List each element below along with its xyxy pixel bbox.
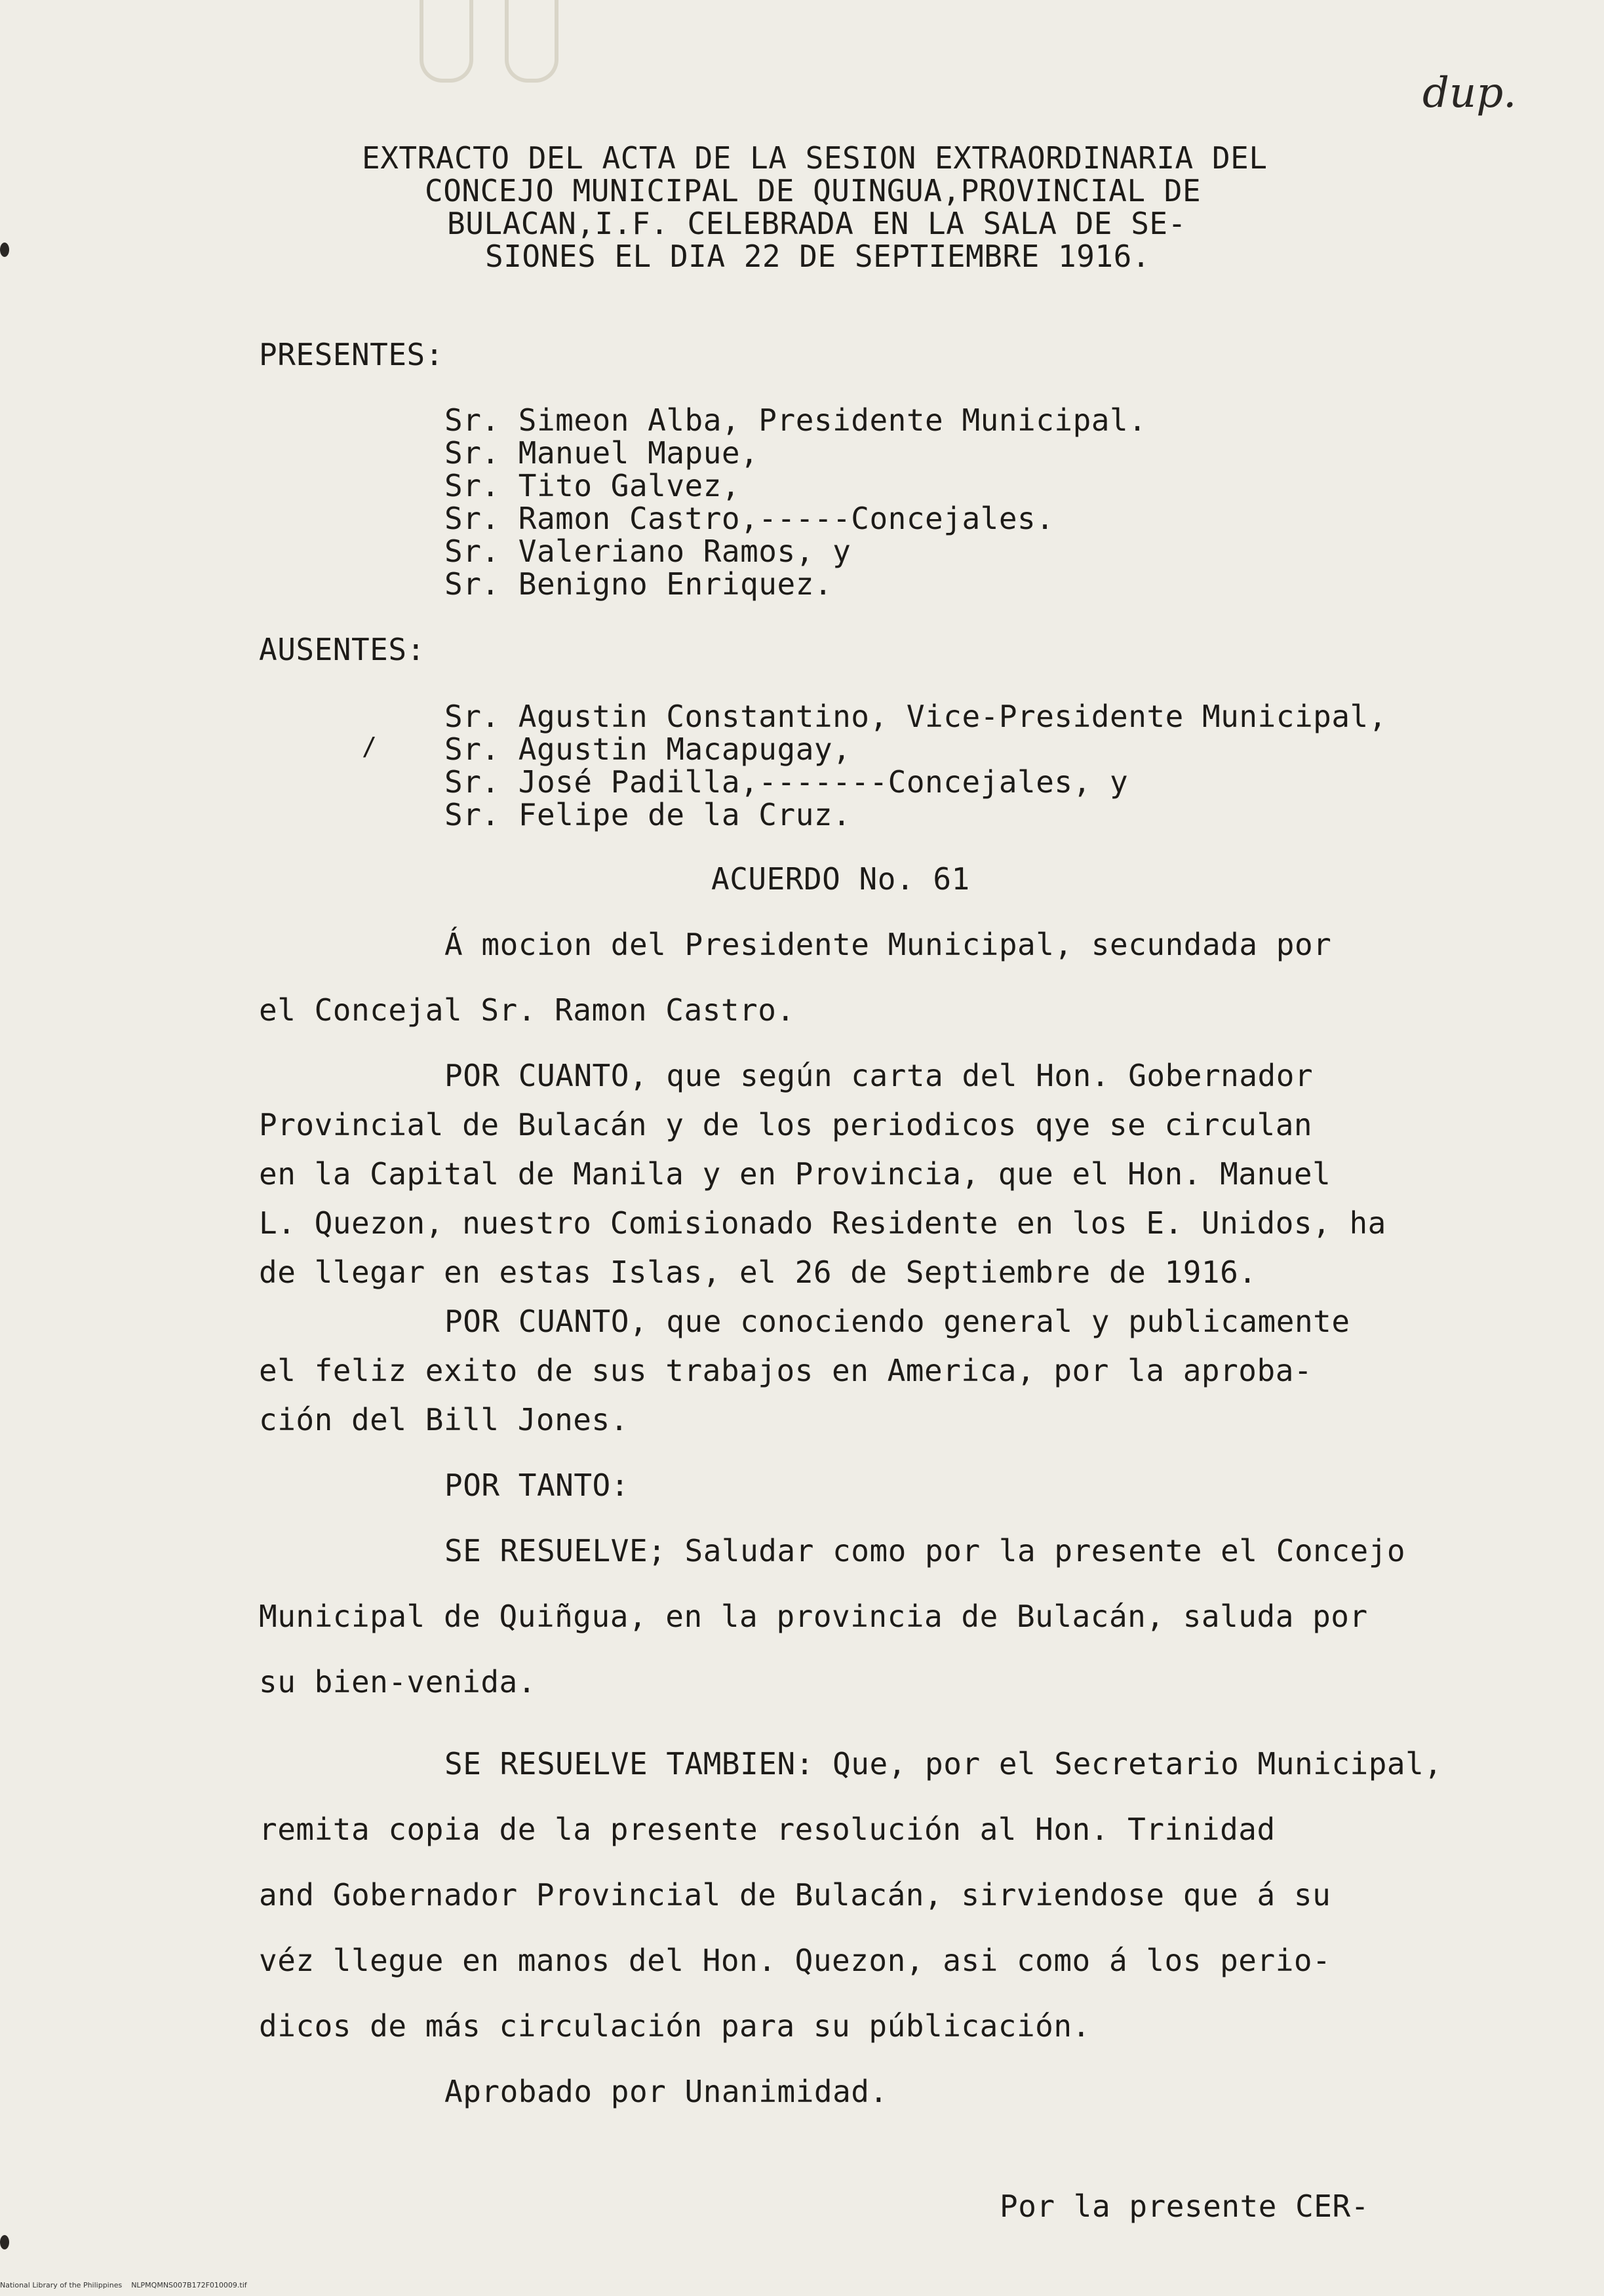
body-line: de llegar en estas Islas, el 26 de Septiembre de 1916.: [259, 1255, 1257, 1290]
title-line-1: EXTRACTO DEL ACTA DE LA SESION EXTRAORDINARIA DEL: [362, 140, 1268, 176]
body-line: Provincial de Bulacán y de los periodicos qye se circulan: [259, 1107, 1313, 1142]
body-line: el Concejal Sr. Ramon Castro.: [259, 992, 795, 1028]
margin-mark: /: [362, 732, 378, 761]
body-line: su bien-venida.: [259, 1664, 536, 1700]
handwritten-annotation: dup.: [1422, 69, 1517, 117]
body-line: ción del Bill Jones.: [259, 1402, 629, 1437]
body-line: SE RESUELVE; Saludar como por la presente el Concejo: [444, 1533, 1406, 1568]
paper-clip-mark: [505, 0, 558, 83]
approval-line: Aprobado por Unanimidad.: [444, 2074, 888, 2109]
ausentes-label: AUSENTES:: [259, 632, 425, 667]
body-line: en la Capital de Manila y en Provincia, que el Hon. Manuel: [259, 1156, 1331, 1192]
ausente-line: Sr. José Padilla,-------Concejales, y: [444, 764, 1129, 800]
body-line: POR CUANTO, que según carta del Hon. Gobernador: [444, 1058, 1314, 1093]
ausente-line: Sr. Agustin Constantino, Vice-Presidente Municipal,: [444, 699, 1387, 734]
title-line-3: BULACAN,I.F. CELEBRADA EN LA SALA DE SE-: [447, 206, 1186, 241]
ausente-line: Sr. Felipe de la Cruz.: [444, 797, 851, 832]
archive-footer: National Library of the Philippines NLPMQMNS007B172F010009.tif: [0, 2281, 247, 2289]
punch-hole: [0, 243, 9, 257]
presente-line: Sr. Simeon Alba, Presidente Municipal.: [444, 402, 1147, 438]
body-line: Municipal de Quiñgua, en la provincia de Bulacán, saluda por: [259, 1599, 1368, 1634]
presente-line: Sr. Manuel Mapue,: [444, 435, 759, 471]
presente-line: Sr. Valeriano Ramos, y: [444, 534, 851, 569]
body-line: remita copia de la presente resolución al Hon. Trinidad: [259, 1812, 1276, 1847]
body-line: véz llegue en manos del Hon. Quezon, asi como á los perio-: [259, 1943, 1331, 1978]
closing-line: Por la presente CER-: [1000, 2189, 1369, 2224]
title-line-2: CONCEJO MUNICIPAL DE QUINGUA,PROVINCIAL DE: [425, 173, 1202, 208]
title-line-4: SIONES EL DIA 22 DE SEPTIEMBRE 1916.: [485, 239, 1150, 274]
body-line: and Gobernador Provincial de Bulacán, sirviendose que á su: [259, 1877, 1331, 1913]
body-line: Á mocion del Presidente Municipal, secundada por: [444, 927, 1332, 962]
ausente-line: Sr. Agustin Macapugay,: [444, 731, 851, 767]
presente-line: Sr. Benigno Enriquez.: [444, 566, 833, 602]
por-tanto-heading: POR TANTO:: [444, 1468, 629, 1503]
acuerdo-heading: ACUERDO No. 61: [711, 861, 970, 897]
body-line: dicos de más circulación para su públicación.: [259, 2008, 1091, 2044]
paper-clip-mark: [420, 0, 473, 83]
body-line: SE RESUELVE TAMBIEN: Que, por el Secretario Municipal,: [444, 1746, 1443, 1781]
presente-line: Sr. Tito Galvez,: [444, 468, 741, 503]
body-line: L. Quezon, nuestro Comisionado Residente en los E. Unidos, ha: [259, 1205, 1386, 1241]
body-line: el feliz exito de sus trabajos en America, por la aproba-: [259, 1353, 1313, 1388]
presente-line: Sr. Ramon Castro,-----Concejales.: [444, 501, 1055, 536]
body-line: POR CUANTO, que conociendo general y publicamente: [444, 1304, 1350, 1339]
presentes-label: PRESENTES:: [259, 337, 444, 372]
punch-hole: [0, 2235, 9, 2249]
